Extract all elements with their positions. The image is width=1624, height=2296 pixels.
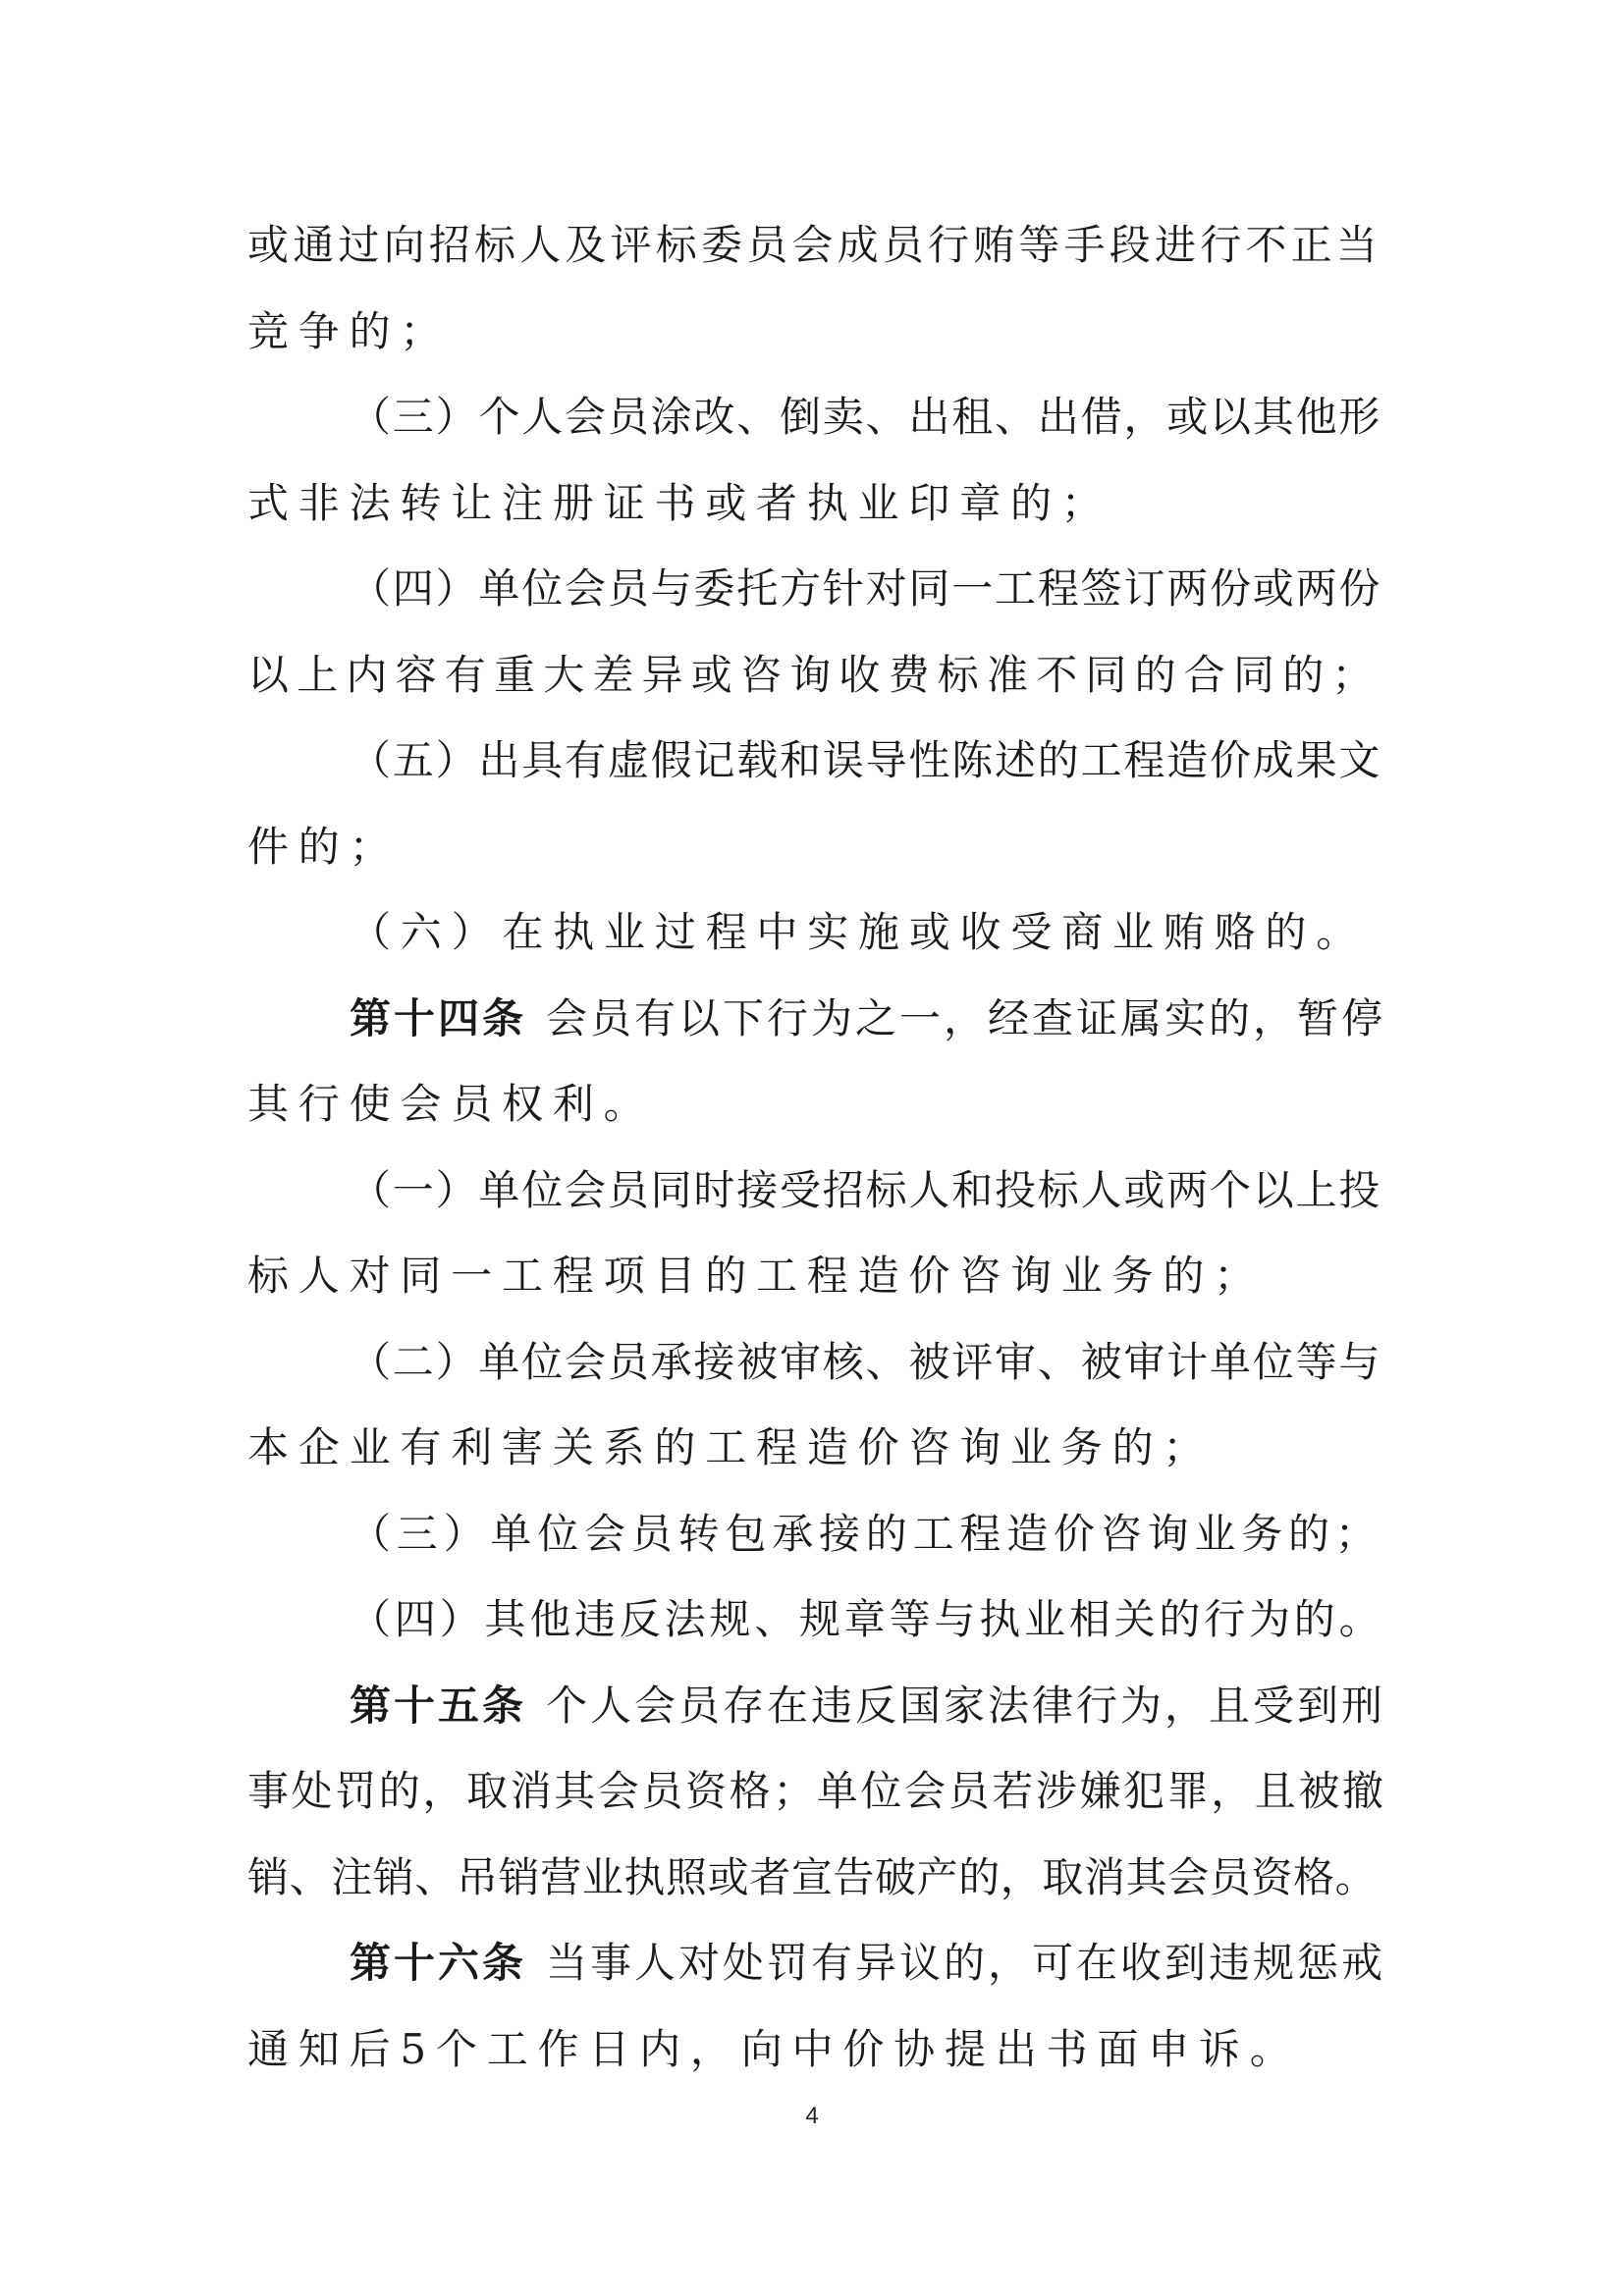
paragraph-line: （二）单位会员承接被审核、被评审、被审计单位等与 — [350, 1337, 1382, 1386]
article-heading: 第十四条 — [350, 993, 527, 1042]
paragraph-line: 通知后5个工作日内，向中价协提出书面申诉。 — [247, 2024, 1301, 2073]
paragraph-line: （六）在执业过程中实施或收受商业贿赂的。 — [350, 908, 1368, 956]
paragraph-line — [247, 976, 1386, 1062]
paragraph-line: （三）个人会员涂改、倒卖、出租、出借，或以其他形 — [350, 393, 1382, 441]
paragraph-line: 以上内容有重大差异或咨询收费标准不同的合同的； — [247, 650, 1381, 699]
paragraph-line: 事处罚的，取消其会员资格；单位会员若涉嫌犯罪，且被撤 — [247, 1767, 1386, 1815]
paragraph-line: （三）单位会员转包承接的工程造价咨询业务的； — [350, 1509, 1382, 1558]
paragraph-line: 销、注销、吊销营业执照或者宣告破产的，取消其会员资格。 — [247, 1852, 1378, 1901]
article-heading: 第十五条 — [350, 1681, 527, 1730]
paragraph-line: （五）出具有虚假记载和误导性陈述的工程造价成果文 — [350, 736, 1382, 784]
paragraph-line — [247, 1920, 1386, 2006]
paragraph-line: （四）单位会员与委托方针对同一工程签订两份或两份 — [350, 564, 1382, 613]
paragraph-line: 标人对同一工程项目的工程造价咨询业务的； — [247, 1252, 1266, 1300]
paragraph-line: （四）其他违反法规、规章等与执业相关的行为的。 — [350, 1595, 1384, 1643]
page-number: 4 — [805, 2103, 819, 2129]
paragraph-line: （一）单位会员同时接受招标人和投标人或两个以上投 — [350, 1165, 1382, 1214]
body-text — [247, 202, 1386, 2092]
paragraph-line: 式非法转让注册证书或者执业印章的； — [247, 478, 1112, 527]
paragraph-line: 件的； — [247, 822, 401, 871]
article-heading: 第十六条 — [350, 1939, 527, 1987]
paragraph-line: 或通过向招标人及评标委员会成员行贿等手段进行不正当 — [247, 221, 1382, 269]
article-text: 当事人对处罚有异议的，可在收到违规惩戒 — [546, 1939, 1386, 1987]
paragraph-line — [247, 1663, 1386, 1749]
paragraph-line: 本企业有利害关系的工程造价咨询业务的； — [247, 1423, 1215, 1471]
paragraph-line: 其行使会员权利。 — [247, 1080, 655, 1128]
article-text: 个人会员存在违反国家法律行为，且受到刑 — [546, 1681, 1386, 1730]
paragraph-line: 竞争的； — [247, 306, 452, 355]
article-text: 会员有以下行为之一，经查证属实的，暂停 — [546, 993, 1386, 1042]
